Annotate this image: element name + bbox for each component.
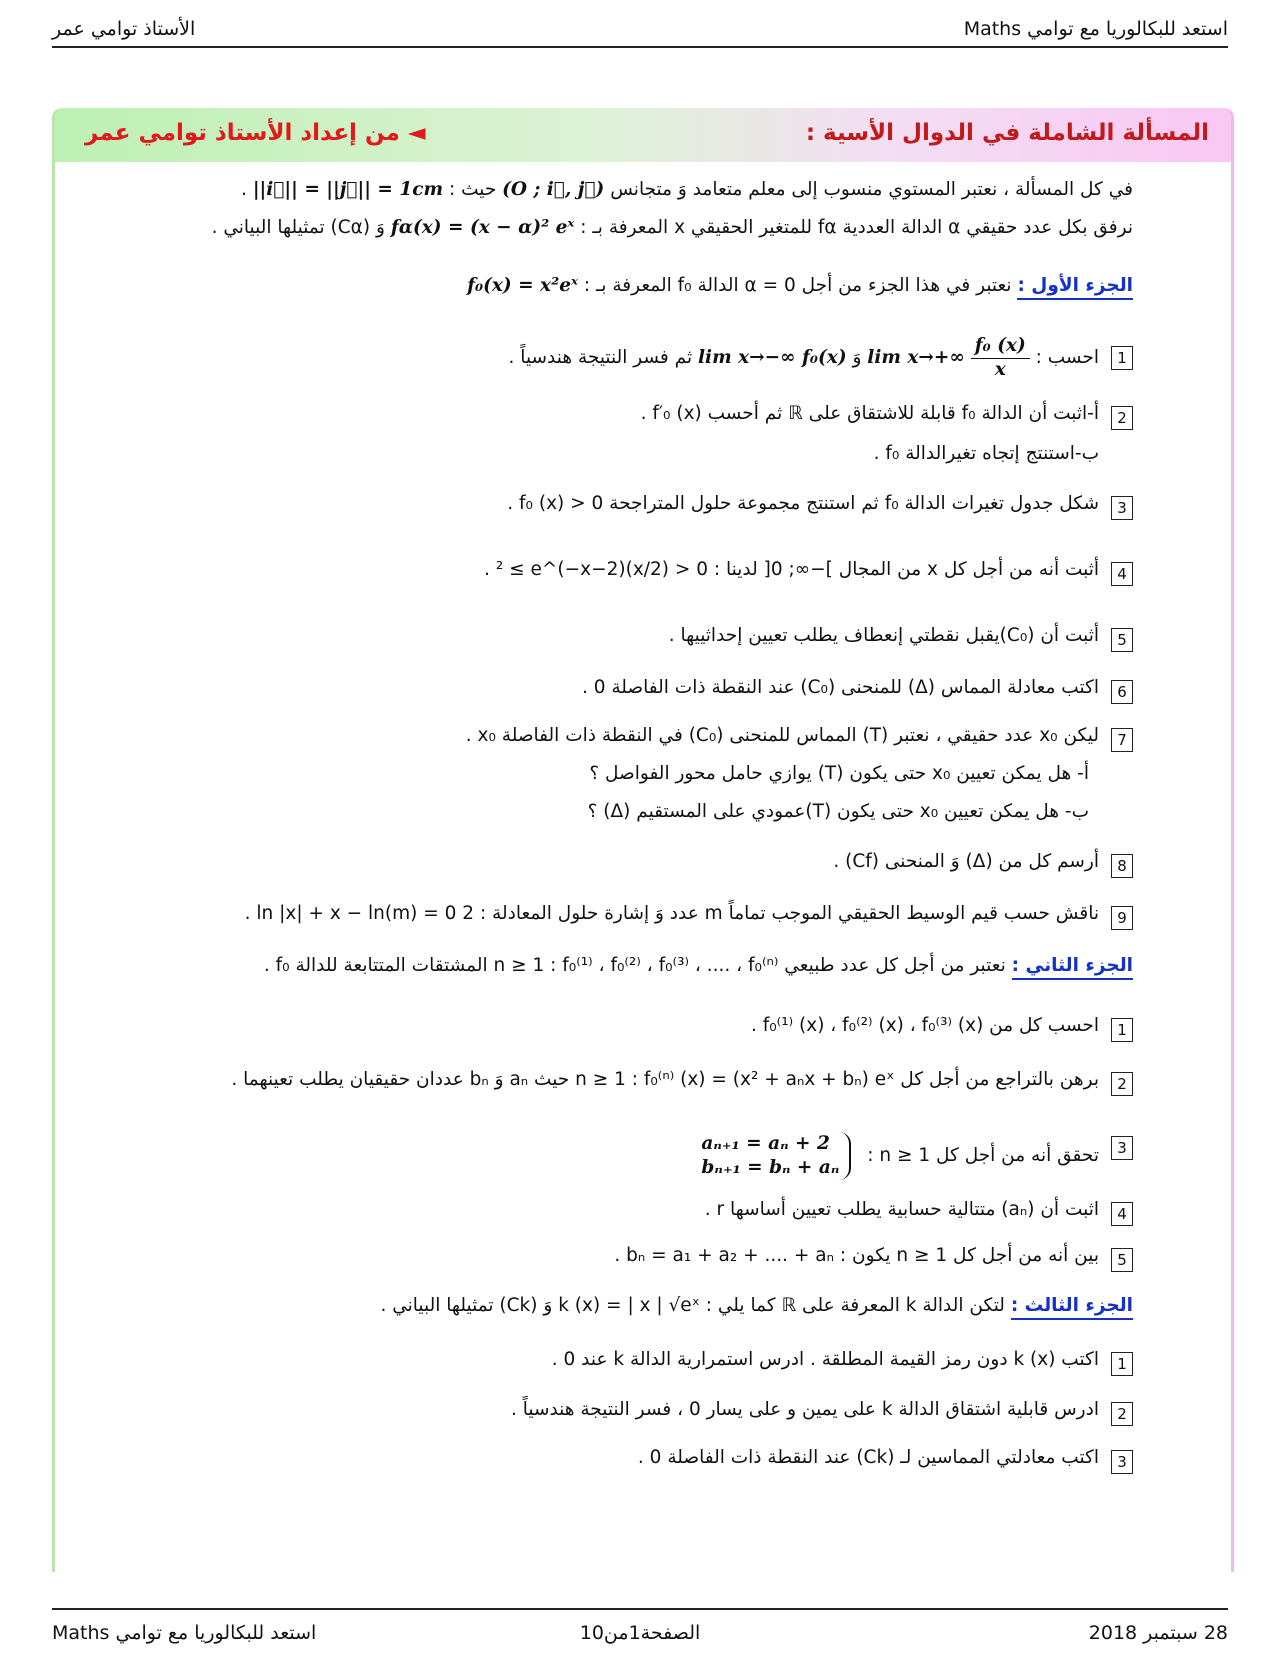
p1-q7b: ب- هل يمكن تعيين x₀ حتى يكون (T)عمودي على المستقيم (Δ) ؟: [587, 801, 1089, 822]
p1-q1-number: 1: [1111, 346, 1133, 370]
p2-q4-number: 4: [1111, 1202, 1133, 1226]
problem-title: المسألة الشاملة في الدوال الأسية :: [805, 120, 1209, 146]
p2-q3: [701, 1132, 1099, 1180]
p1-q1-post: ثم فسر النتيجة هندسياً .: [508, 347, 693, 368]
p2-q3-eq1: aₙ₊₁ = aₙ + 2: [701, 1133, 830, 1154]
part2-label: الجزء الثاني :: [1012, 955, 1133, 980]
part3-text: لتكن الدالة k المعرفة على ℝ كما يلي : k (x) = | x | √eˣ وَ (Ck) تمثيلها البياني .: [380, 1295, 1005, 1316]
problem-box: [52, 108, 1234, 1572]
intro-line-1: في كل المسألة ، نعتبر المستوي منسوب إلى معلم متعامد وَ متجانس (O ; i⃗, j⃗) حيث : ||i⃗|| = ||j⃗|| = 1cm .: [241, 178, 1133, 202]
p1-q3: شكل جدول تغيرات الدالة f₀ ثم استنتج مجموعة حلول المتراجحة f₀ (x) > 0 .: [507, 493, 1099, 514]
p2-q5: بين أنه من أجل كل n ≥ 1 يكون : bₙ = a₁ + a₂ + .... + aₙ .: [614, 1245, 1099, 1266]
p1-q9: ناقش حسب قيم الوسيط الحقيقي الموجب تماماً m عدد وَ إشارة حلول المعادلة : 2 ln |x| + x − ln(m) = 0 .: [244, 903, 1099, 924]
p2-q3-eq2: bₙ₊₁ = bₙ + aₙ: [701, 1157, 840, 1179]
p1-q2-number: 2: [1111, 406, 1133, 430]
p1-q6-number: 6: [1111, 680, 1133, 704]
p1-q1: [509, 328, 1099, 381]
p2-q3-number: 3: [1111, 1136, 1133, 1160]
p1-q7-number: 7: [1111, 728, 1133, 752]
p2-q2-number: 2: [1111, 1072, 1133, 1096]
p1-q1-mid: وَ: [852, 347, 862, 368]
p2-q3-pre: تحقق أنه من أجل كل n ≥ 1 :: [867, 1145, 1099, 1167]
p1-q1-lim2: lim x→−∞ f₀(x): [698, 347, 847, 368]
p1-q2a: أ-اثبت أن الدالة f₀ قابلة للاشتقاق على ℝ ثم أحسب f′₀ (x) .: [640, 403, 1099, 424]
problem-author: ◄ من إعداد الأستاذ توامي عمر: [85, 120, 426, 146]
footer-date: 28 سبتمبر 2018: [1088, 1622, 1228, 1644]
part3-intro: [380, 1294, 1133, 1318]
p1-q3-number: 3: [1111, 496, 1133, 520]
part1-intro: [467, 274, 1133, 298]
intro-l2-text: نرفق بكل عدد حقيقي α الدالة العددية fα للمتغير الحقيقي x المعرفة بـ :: [580, 217, 1133, 238]
p1-q4-number: 4: [1111, 562, 1133, 586]
p2-q4: اثبت أن (aₙ) متتالية حسابية يطلب تعيين أساسها r .: [704, 1199, 1099, 1220]
p3-q2-number: 2: [1111, 1402, 1133, 1426]
p3-q3: اكتب معادلتي المماسين لـ (Ck) عند النقطة ذات الفاصلة 0 .: [637, 1447, 1099, 1468]
p2-q2: برهن بالتراجع من أجل كل n ≥ 1 : f₀⁽ⁿ⁾ (x) = (x² + aₙx + bₙ) eˣ حيث aₙ وَ bₙ عددان حقيقيان يطلب تعينهما .: [231, 1069, 1099, 1090]
p2-q3-system: [701, 1132, 851, 1180]
part2-intro: [264, 954, 1133, 978]
p3-q1-number: 1: [1111, 1352, 1133, 1376]
intro-l2-text2: وَ (Cα) تمثيلها البياني .: [211, 217, 385, 238]
intro-l1-text2: حيث :: [448, 179, 497, 200]
page-header: [52, 14, 1228, 48]
p1-q9-number: 9: [1111, 906, 1133, 930]
intro-l1-text: في كل المسألة ، نعتبر المستوي منسوب إلى معلم متعامد وَ متجانس: [610, 179, 1133, 200]
problem-box-header: [55, 108, 1231, 162]
p1-q8-number: 8: [1111, 854, 1133, 878]
p2-q1-number: 1: [1111, 1018, 1133, 1042]
p3-q2: ادرس قابلية اشتقاق الدالة k على يمين و على يسار 0 ، فسر النتيجة هندسياً .: [510, 1399, 1099, 1420]
p1-q8: أرسم كل من (Δ) وَ المنحنى (Cf) .: [833, 851, 1099, 872]
p1-q7: ليكن x₀ عدد حقيقي ، نعتبر (T) المماس للمنحنى (C₀) في النقطة ذات الفاصلة x₀ .: [465, 725, 1099, 746]
intro-line-2: [212, 216, 1133, 240]
header-left: الأستاذ توامي عمر: [52, 18, 196, 40]
part3-label: الجزء الثالث :: [1011, 1295, 1133, 1320]
p3-q3-number: 3: [1111, 1450, 1133, 1474]
p1-q5-number: 5: [1111, 628, 1133, 652]
p1-q7a: أ- هل يمكن تعيين x₀ حتى يكون (T) يوازي حامل محور الفواصل ؟: [589, 763, 1089, 784]
header-right: استعد للبكالوريا مع توامي Maths: [963, 18, 1228, 40]
intro-l2-formula: fα(x) = (x − α)² eˣ: [390, 217, 575, 238]
part1-label: الجزء الأول :: [1017, 275, 1133, 300]
part2-text: نعتبر من أجل كل عدد طبيعي n ≥ 1 : f₀⁽¹⁾ ، f₀⁽²⁾ ، f₀⁽³⁾ ، .... ، f₀⁽ⁿ⁾ المشتقات المتتابعة للدالة f₀ .: [263, 955, 1006, 976]
part1-formula: f₀(x) = x²eˣ: [467, 275, 578, 296]
p1-q1-lim1: lim x→+∞: [867, 347, 965, 368]
page-footer: [52, 1608, 1228, 1650]
p1-q1-frac-top: f₀ (x): [971, 335, 1030, 358]
p1-q1-fraction: [971, 335, 1030, 380]
footer-left: استعد للبكالوريا مع توامي Maths: [52, 1622, 317, 1644]
intro-l1-norm: ||i⃗|| = ||j⃗|| = 1cm: [252, 179, 444, 200]
p1-q6: اكتب معادلة المماس (Δ) للمنحنى (C₀) عند النقطة ذات الفاصلة 0 .: [581, 677, 1099, 698]
p2-q1: احسب كل من f₀⁽¹⁾ (x) ، f₀⁽²⁾ (x) ، f₀⁽³⁾ (x) .: [750, 1015, 1099, 1036]
p2-q5-number: 5: [1111, 1248, 1133, 1272]
footer-page-number: الصفحة1من10: [579, 1622, 701, 1644]
p1-q4: أثبت أنه من أجل كل x من المجال ]−∞; 0[ لدينا : 0 < (x/2)² ≤ e^(−x−2) .: [484, 559, 1099, 580]
p3-q1: اكتب k (x) دون رمز القيمة المطلقة . ادرس استمرارية الدالة k عند 0 .: [551, 1349, 1099, 1370]
p1-q5: أثبت أن (C₀)يقبل نقطتي إنعطاف يطلب تعيين إحداثييها .: [668, 625, 1099, 646]
intro-l1-frame: (O ; i⃗, j⃗): [502, 179, 605, 200]
p1-q1-frac-bot: x: [994, 358, 1006, 380]
part1-text: نعتبر في هذا الجزء من أجل α = 0 الدالة f₀ المعرفة بـ :: [583, 275, 1012, 296]
p1-q1-pre: احسب :: [1035, 347, 1099, 368]
p1-q2b: ب-استنتج إتجاه تغيرالدالة f₀ .: [873, 443, 1099, 464]
